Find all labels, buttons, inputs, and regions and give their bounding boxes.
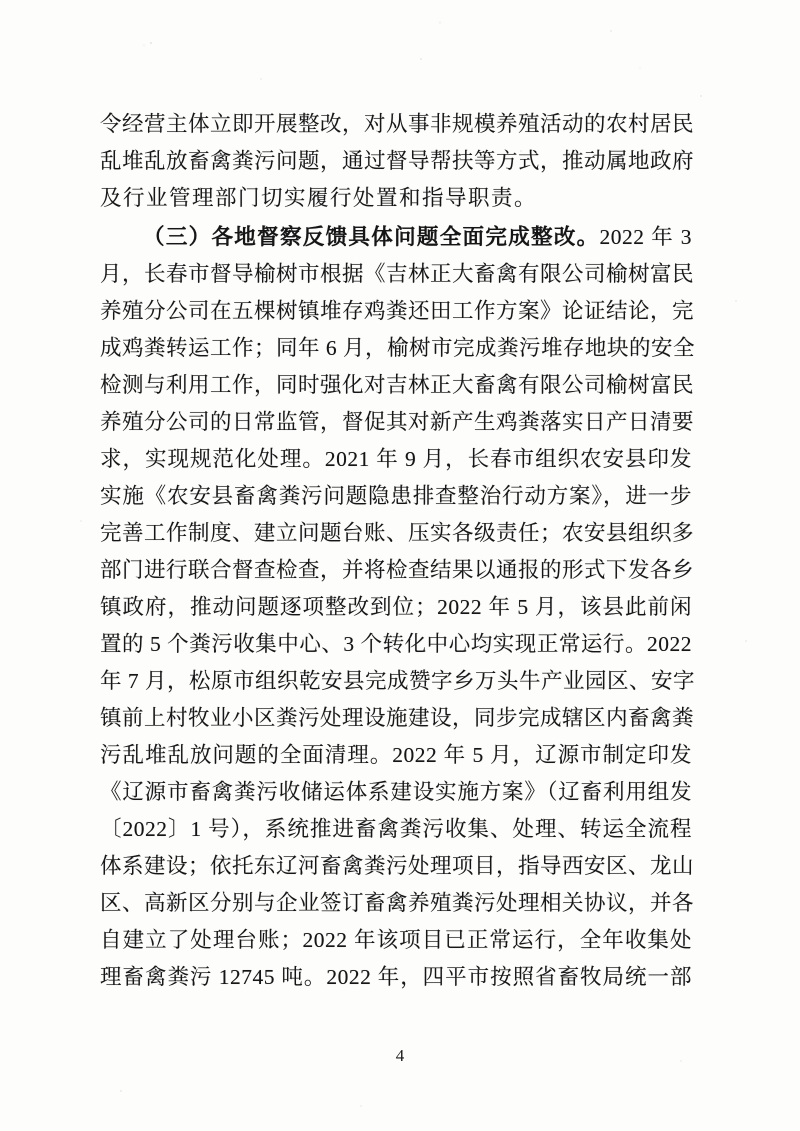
paragraph-line: 镇前上村牧业小区粪污处理设施建设，同步完成辖区内畜禽粪 <box>100 706 695 730</box>
paragraph-end-line: 及行业管理部门切实履行处置和指导职责。 <box>100 186 538 210</box>
paragraph-line: 令经营主体立即开展整改，对从事非规模养殖活动的农村居民 <box>100 112 695 136</box>
paragraph-line: 月，长春市督导榆树市根据《吉林正大畜禽有限公司榆树富民 <box>100 262 695 286</box>
paragraph-line: 理畜禽粪污 12745 吨。2022 年，四平市按照省畜牧局统一部 <box>100 965 692 989</box>
paragraph-line: 体系建设；依托东辽河畜禽粪污处理项目，指导西安区、龙山 <box>100 854 695 878</box>
paragraph-line: 置的 5 个粪污收集中心、3 个转化中心均实现正常运行。2022 <box>100 632 692 656</box>
paragraph-line: 成鸡粪转运工作；同年 6 月，榆树市完成粪污堆存地块的安全 <box>100 336 696 360</box>
paragraph-line: 实施《农安县畜禽粪污问题隐患排查整治行动方案》，进一步 <box>100 484 692 508</box>
paragraph-line: 求，实现规范化处理。2021 年 9 月，长春市组织农安县印发 <box>100 447 692 471</box>
paragraph-line: 检测与利用工作，同时强化对吉林正大畜禽有限公司榆树富民 <box>100 373 695 397</box>
paragraph-line: 《辽源市畜禽粪污收储运体系建设实施方案》（辽畜利用组发 <box>100 780 692 804</box>
paragraph-line: 〔2022〕1 号），系统推进畜禽粪污收集、处理、转运全流程 <box>100 817 692 841</box>
page-number: 4 <box>395 1046 405 1065</box>
paragraph-line: 养殖分公司在五棵树镇堆存鸡粪还田工作方案》论证结论，完 <box>100 299 695 323</box>
paragraph-line: 部门进行联合督查检查，并将检查结果以通报的形式下发各乡 <box>100 558 695 582</box>
paragraph-line: 完善工作制度、建立问题台账、压实各级责任；农安县组织多 <box>100 521 695 545</box>
paragraph-line: 污乱堆乱放问题的全面清理。2022 年 5 月，辽源市制定印发 <box>100 743 692 767</box>
section-heading: （三）各地督察反馈具体问题全面完成整改。 <box>143 225 600 249</box>
paragraph-line: 自建立了处理台账；2022 年该项目已正常运行，全年收集处 <box>100 928 692 952</box>
section-heading-continuation: 2022 年 3 <box>599 225 692 249</box>
paragraph-line: 养殖分公司的日常监管，督促其对新产生鸡粪落实日产日清要 <box>100 410 695 434</box>
paragraph-line: 区、高新区分别与企业签订畜禽养殖粪污处理相关协议，并各 <box>100 891 695 915</box>
paragraph-line: 乱堆乱放畜禽粪污问题，通过督导帮扶等方式，推动属地政府 <box>100 149 695 173</box>
paragraph-line: 年 7 月，松原市组织乾安县完成赞字乡万头牛产业园区、安字 <box>100 669 696 693</box>
paragraph-line: 镇政府，推动问题逐项整改到位；2022 年 5 月，该县此前闲 <box>100 595 692 619</box>
body-text-block <box>100 106 696 996</box>
scan-noise-speckles <box>0 0 2 2</box>
section-heading-line <box>100 219 692 256</box>
